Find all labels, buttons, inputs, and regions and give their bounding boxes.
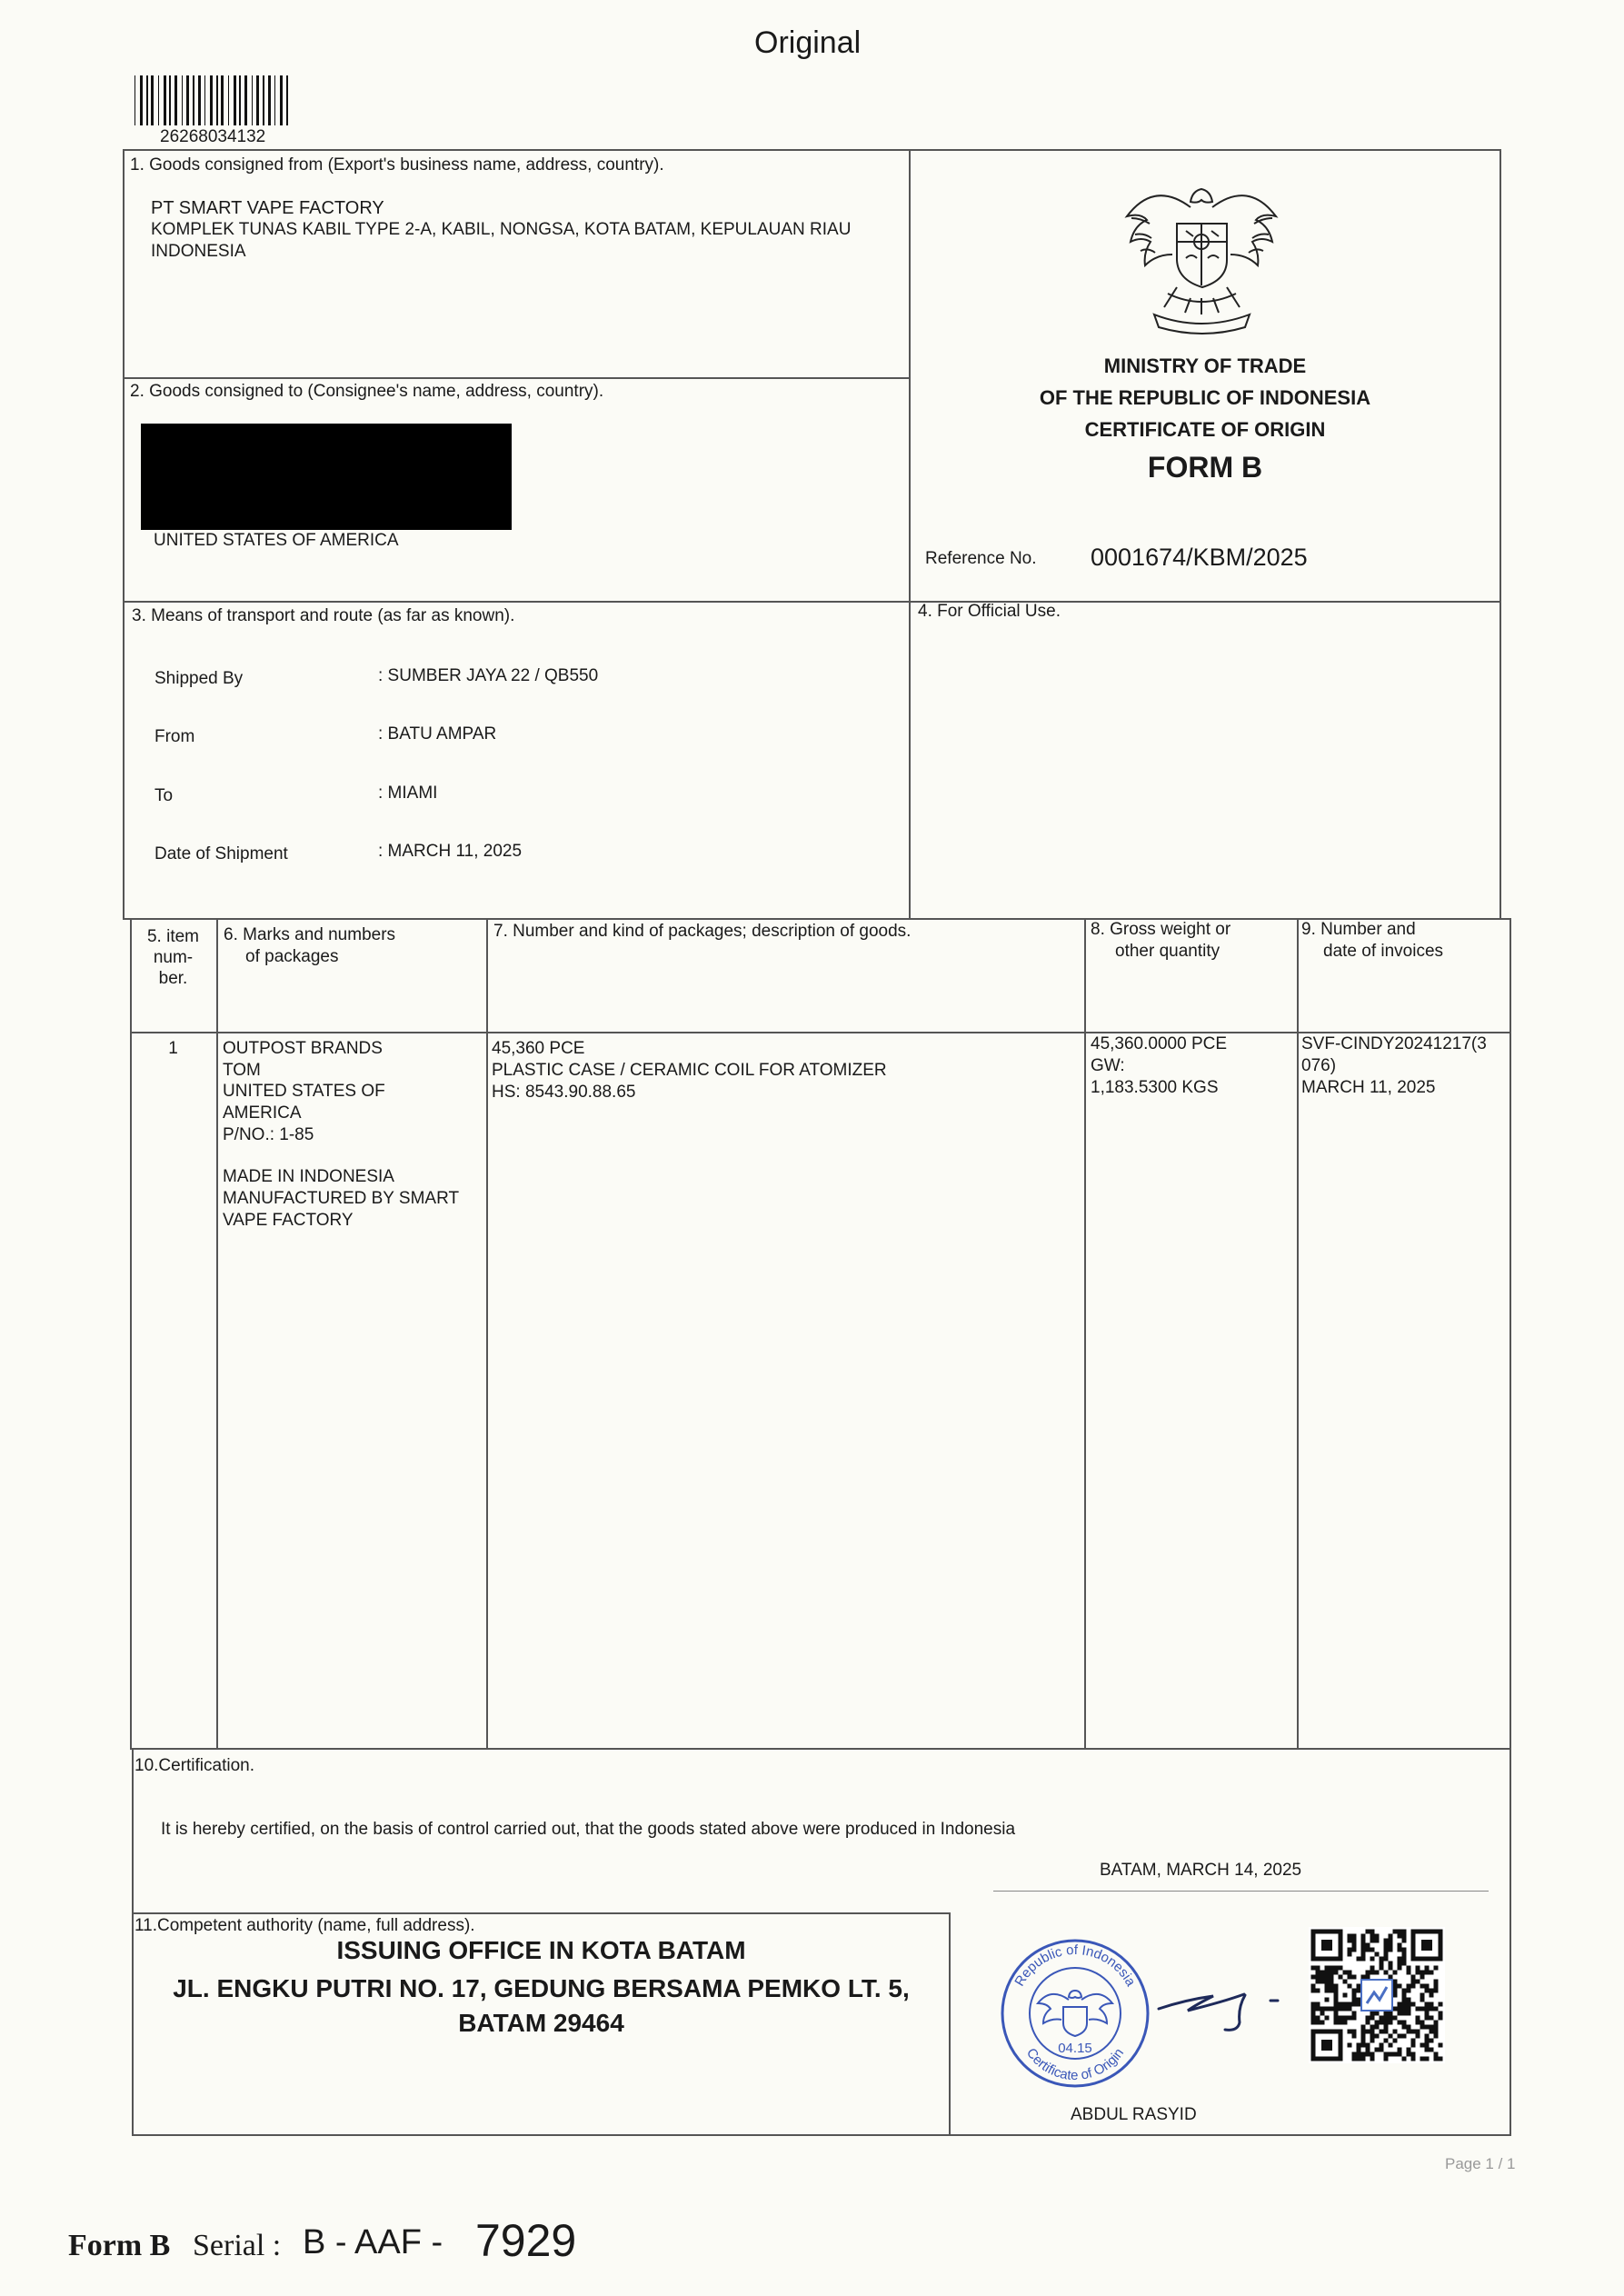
sign-line (993, 1891, 1489, 1892)
to-value: : MIAMI (378, 784, 438, 803)
issuer-line2: OF THE REPUBLIC OF INDONESIA (1039, 386, 1371, 409)
h8-line1: 8. Gross weight or (1091, 920, 1231, 939)
frame-left (123, 149, 125, 919)
shipment-date-label: Date of Shipment (154, 844, 288, 863)
goods-hs-code: HS: 8543.90.88.65 (492, 1083, 636, 1102)
barcode (135, 75, 294, 125)
serial-prefix: B - AAF - (303, 2223, 443, 2261)
box10-label: 10.Certification. (135, 1756, 255, 1775)
marks-line: AMERICA (223, 1103, 302, 1123)
page-indicator: Page 1 / 1 (1445, 2155, 1516, 2172)
weight-gross: 1,183.5300 KGS (1091, 1078, 1219, 1097)
item-number: 1 (168, 1039, 178, 1058)
table-header-divider (130, 1032, 1511, 1033)
form-b-label: Form B (68, 2229, 171, 2262)
h6-line2: of packages (245, 947, 339, 966)
stamp-top-text: Republic of Indonesia (1011, 1942, 1139, 1990)
table-right (1509, 918, 1511, 2136)
h9-line1: 9. Number and (1301, 920, 1416, 939)
col-8-9 (1297, 918, 1299, 1750)
barcode-number: 26268034132 (160, 127, 266, 146)
shipped-by-value: : SUMBER JAYA 22 / QB550 (378, 666, 599, 685)
to-label: To (154, 786, 174, 805)
frame-right (1499, 149, 1501, 919)
h8-line2: other quantity (1115, 942, 1220, 961)
copy-label: Original (754, 25, 862, 60)
issuer-line1: MINISTRY OF TRADE (1103, 354, 1307, 377)
h7: 7. Number and kind of packages; description of goods. (493, 922, 912, 941)
invoice-number-line1: SVF-CINDY20241217(3 (1301, 1034, 1487, 1053)
marks-line: P/NO.: 1-85 (223, 1125, 314, 1144)
invoice-date: MARCH 11, 2025 (1301, 1078, 1436, 1097)
from-value: : BATU AMPAR (378, 724, 497, 744)
serial-number: 7929 (475, 2215, 577, 2266)
exporter-address: KOMPLEK TUNAS KABIL TYPE 2-A, KABIL, NONGSA, KOTA BATAM, KEPULAUAN RIAU (151, 220, 852, 239)
serial-label: Serial : (193, 2229, 282, 2262)
weight-quantity: 45,360.0000 PCE (1091, 1034, 1228, 1053)
col-6-7 (486, 918, 488, 1750)
box11-label: 11.Competent authority (name, full address). (135, 1916, 475, 1935)
divider-box1-box2 (123, 377, 911, 379)
svg-text:Republic of Indonesia (1011, 1942, 1139, 1990)
reference-label: Reference No. (925, 549, 1037, 568)
authority-line2: JL. ENGKU PUTRI NO. 17, GEDUNG BERSAMA PEMKO LT. 5, (173, 1974, 910, 2002)
exporter-name: PT SMART VAPE FACTORY (151, 198, 384, 218)
frame-top (123, 149, 1501, 151)
box2-label: 2. Goods consigned to (Consignee's name, address, country). (130, 382, 604, 401)
frame-middle (909, 149, 911, 919)
exporter-country: INDONESIA (151, 242, 246, 261)
stamp-number: 04.15 (1058, 2041, 1092, 2056)
box1-label: 1. Goods consigned from (Export's business name, address, country). (130, 155, 664, 175)
frame-bottom (132, 2134, 1511, 2136)
divider-row3 (123, 601, 1501, 603)
qr-code (1309, 1927, 1445, 2063)
marks-line: TOM (223, 1061, 261, 1080)
consignee-country: UNITED STATES OF AMERICA (154, 531, 399, 550)
box3-label: 3. Means of transport and route (as far as known). (132, 606, 515, 625)
garuda-emblem (1113, 171, 1290, 344)
reference-number: 0001674/KBM/2025 (1091, 544, 1308, 571)
h9-line2: date of invoices (1323, 942, 1444, 961)
box11-top (132, 1912, 950, 1914)
col-7-8 (1084, 918, 1086, 1750)
h5-line1: 5. item (146, 927, 200, 946)
certification-text: It is hereby certified, on the basis of control carried out, that the goods stated above were produced in Indonesia (161, 1820, 1016, 1839)
shipment-date-value: : MARCH 11, 2025 (378, 842, 523, 861)
official-stamp (998, 1936, 1152, 2091)
weight-gw-label: GW: (1091, 1056, 1125, 1075)
h5-line3: ber. (158, 969, 188, 988)
marks-line: UNITED STATES OF (223, 1082, 385, 1101)
issuer-line3: CERTIFICATE OF ORIGIN (1084, 418, 1326, 441)
from-label: From (154, 727, 195, 746)
box11-right (949, 1912, 951, 2136)
authority-line1: ISSUING OFFICE IN KOTA BATAM (336, 1936, 746, 1964)
invoice-number-line2: 076) (1301, 1056, 1337, 1075)
redacted-consignee (141, 424, 512, 530)
marks-line: MANUFACTURED BY SMART (223, 1189, 460, 1208)
signatory-name: ABDUL RASYID (1071, 2105, 1197, 2124)
marks-line: OUTPOST BRANDS (223, 1039, 383, 1058)
goods-quantity: 45,360 PCE (492, 1039, 585, 1058)
h5-line2: num- (153, 948, 194, 967)
marks-line: VAPE FACTORY (223, 1211, 354, 1230)
goods-description: PLASTIC CASE / CERAMIC COIL FOR ATOMIZER (492, 1061, 887, 1080)
authority-line3: BATAM 29464 (458, 2009, 624, 2037)
stamp-bottom-text: Certificate of Origin (1022, 2045, 1128, 2084)
shipped-by-label: Shipped By (154, 669, 244, 688)
col-5-6 (216, 918, 218, 1750)
marks-line: MADE IN INDONESIA (223, 1167, 394, 1186)
table-bottom (130, 1748, 1511, 1750)
h6-line1: 6. Marks and numbers (224, 925, 396, 944)
form-title: FORM B (1147, 451, 1263, 484)
signature (1154, 1968, 1300, 2041)
certification-place-date: BATAM, MARCH 14, 2025 (1100, 1861, 1302, 1880)
box4-label: 4. For Official Use. (918, 602, 1061, 621)
